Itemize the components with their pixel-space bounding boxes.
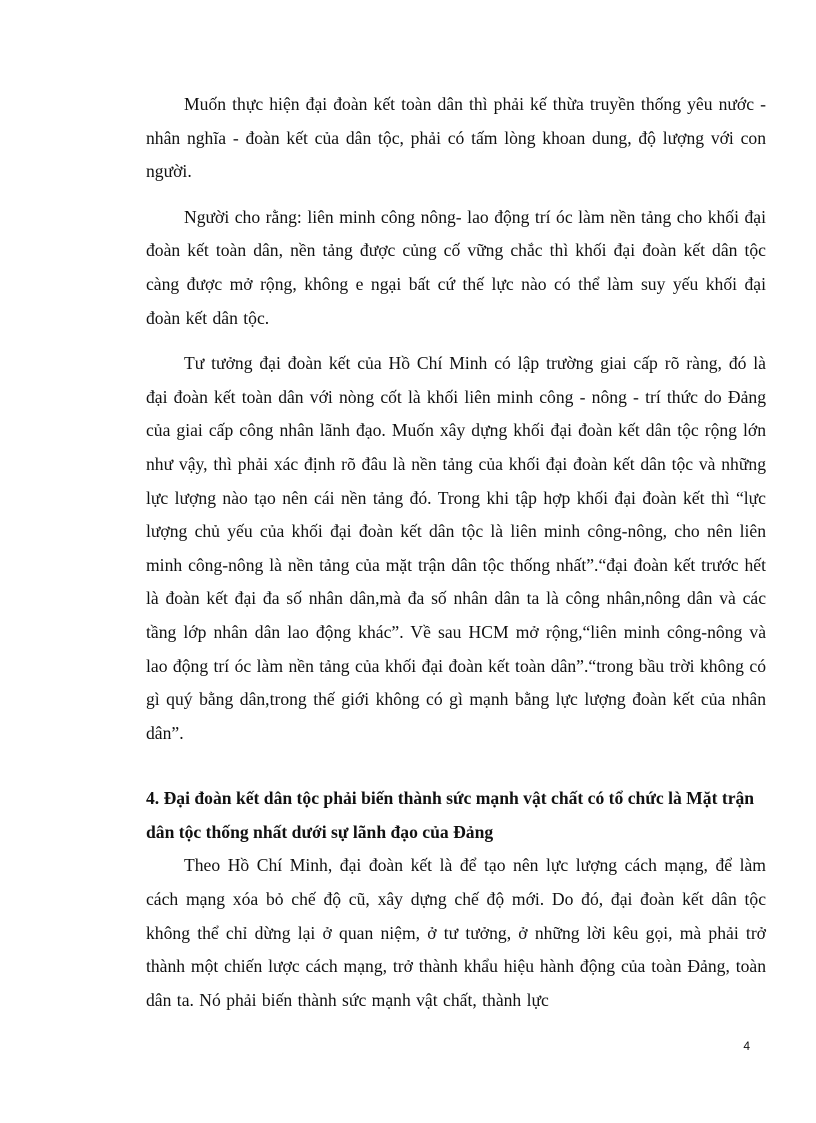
paragraph-1: Muốn thực hiện đại đoàn kết toàn dân thì phải kế thừa truyền thống yêu nước - nhân nghĩa - đoàn kết của dân tộc, phải có tấm lòng khoan dung, độ lượng với con người. <box>146 94 766 182</box>
paragraph-2: Người cho rằng: liên minh công nông- lao động trí óc làm nền tảng cho khối đại đoàn kết toàn dân, nền tảng được củng cố vững chắc thì khối đại đoàn kết dân tộc càng được mở rộng, không e ngại bất cứ thế lực nào có thể làm suy yếu khối đại đoàn kết dân tộc. <box>146 206 766 328</box>
page-content <box>146 88 766 1017</box>
paragraph-4: Theo Hồ Chí Minh, đại đoàn kết là để tạo nên lực lượng cách mạng, để làm cách mạng xóa bỏ chế độ cũ, xây dựng chế độ mới. Do đó, đại đoàn kết dân tộc không thể chỉ dừng lại ở quan niệm, ở tư tưởng, ở những lời kêu gọi, mà phải trở thành một chiến lược cách mạng, trở thành khẩu hiệu hành động của toàn Đảng, toàn dân ta. Nó phải biến thành sức mạnh vật chất, thành lực <box>146 855 766 1010</box>
paragraph-3: Tư tưởng đại đoàn kết của Hồ Chí Minh có lập trường giai cấp rõ ràng, đó là đại đoàn kết toàn dân với nòng cốt là khối liên minh công - nông - trí thức do Đảng của giai cấp công nhân lãnh đạo. Muốn xây dựng khối đại đoàn kết dân tộc rộng lớn như vậy, thì phải xác định rõ đâu là nền tảng của khối đại đoàn kết dân tộc và những lực lượng nào tạo nên cái nền tảng đó. Trong khi tập hợp khối đại đoàn kết thì “lực lượng chủ yếu của khối đại đoàn kết dân tộc là liên minh công-nông, cho nên liên minh công-nông là nền tảng của mặt trận dân tộc thống nhất”.“đại đoàn kết trước hết là đoàn kết đại đa số nhân dân,mà đa số nhân dân ta là công nhân,nông dân và các tầng lớp nhân dân lao động khác”. Về sau HCM mở rộng,“liên minh công-nông và lao động trí óc làm nền tảng của khối đại đoàn kết toàn dân”.“trong bầu trời không có gì quý bằng dân,trong thế giới không có gì mạnh bằng lực lượng đoàn kết của nhân dân”. <box>146 353 766 743</box>
section-heading: 4. Đại đoàn kết dân tộc phải biến thành sức mạnh vật chất có tổ chức là Mặt trận dân tộc thống nhất dưới sự lãnh đạo của Đảng <box>146 788 755 842</box>
page-number: 4 <box>743 1039 750 1053</box>
